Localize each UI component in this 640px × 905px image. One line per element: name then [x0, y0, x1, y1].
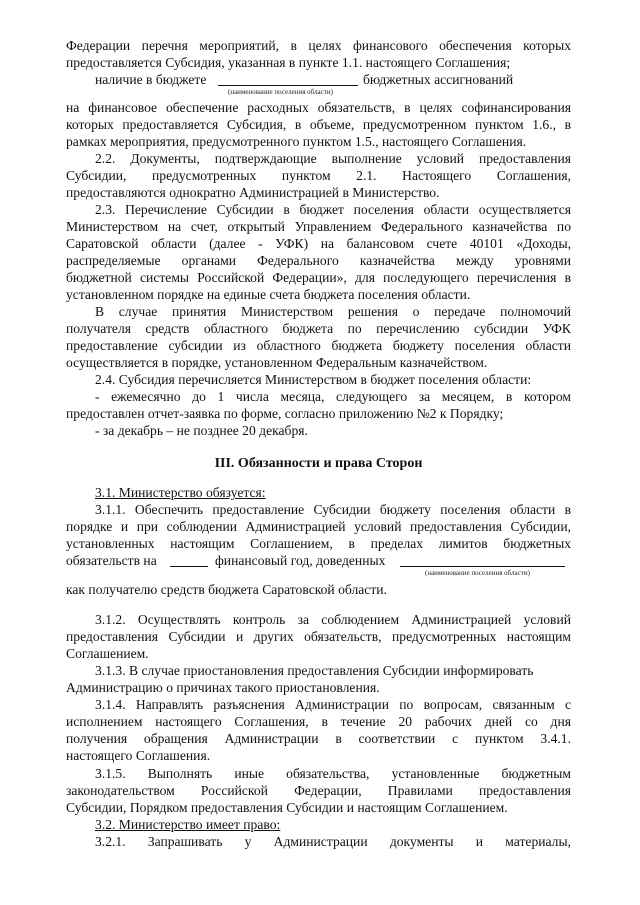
text-line: Субсидии, Порядком предоставления Субсидии и настоящим Соглашением. — [66, 800, 508, 815]
text-line: установленных настоящим Соглашением, в пределах лимитов бюджетных — [66, 536, 571, 551]
text-line: 3.2.1. Запрашивать у Администрации документы и материалы, — [95, 834, 571, 849]
text-line: предоставляется Субсидия, указанная в пункте 1.1. настоящего Соглашения; — [66, 55, 511, 70]
text-line: Субсидии, предусмотренных пунктом 2.1. Настоящего Соглашения, — [66, 168, 571, 183]
text-line: - за декабрь – не позднее 20 декабря. — [95, 423, 308, 438]
text-line: на финансовое обеспечение расходных обязательств, в целях софинансирования — [66, 100, 571, 115]
section-heading: III. Обязанности и права Сторон — [214, 456, 423, 471]
text-line: предоставление субсидии из областного бюджета бюджету поселения области — [66, 338, 571, 353]
text-line: порядке и при соблюдении Администрацией условий предоставления Субсидии, — [66, 519, 571, 534]
text-line: 3.1.3. В случае приостановления предоставления Субсидии информировать — [95, 663, 534, 678]
field-caption: (наименование поселения области) — [425, 569, 530, 577]
text-line: предоставляются однократно Администрацией в Министерство. — [66, 185, 440, 200]
text-line: Соглашением. — [66, 646, 149, 661]
text-line: установленном порядке на единые счета бюджета поселения области. — [66, 287, 471, 302]
text-line: законодательством Российской Федерации, Правилами предоставления — [66, 783, 571, 798]
text-line: получателя средств областного бюджета по перечислению субсидии УФК — [66, 321, 571, 336]
subsection-heading: 3.2. Министерство имеет право: — [95, 817, 281, 832]
text-line: рамках мероприятия, предусмотренного пунктом 1.5., настоящего Соглашения. — [66, 134, 527, 149]
blank-line — [170, 554, 208, 572]
text-line: распределяемые органами Федерального казначейства между уровнями — [66, 253, 571, 268]
text-line: исполнением настоящего Соглашения, в течение 20 рабочих дней со дня — [66, 714, 571, 729]
text-line: - ежемесячно до 1 числа месяца, следующего за месяцем, в котором — [95, 389, 571, 404]
text-line: 3.1.4. Направлять разъяснения Администрации по вопросам, связанным с — [95, 697, 571, 712]
text-line: 3.1.2. Осуществлять контроль за соблюдением Администрацией условий — [95, 612, 571, 627]
text-line: настоящего Соглашения. — [66, 748, 211, 763]
text-line: 3.1.5. Выполнять иные обязательства, установленные бюджетным — [95, 766, 571, 781]
text-line: наличие в бюджете — [95, 72, 207, 87]
text-line: бюджетной системы Российской Федерации», для последующего перечисления в — [66, 270, 571, 285]
text-line: Министерством на счет, открытый Управлением Федерального казначейства по — [66, 219, 571, 234]
text-line: В случае принятия Министерством решения о передаче полномочий — [95, 304, 571, 319]
text-line: Администрацию о причинах такого приостановления. — [66, 680, 380, 695]
text-line: осуществляется в порядке, установленном Федеральным казначейством. — [66, 355, 488, 370]
text-line: предоставлен отчет-заявка по форме, согласно приложению №2 к Порядку; — [66, 406, 504, 421]
text-line: Саратовской области (далее - УФК) на балансовом счете 40101 «Доходы, — [66, 236, 571, 251]
subsection-heading: 3.1. Министерство обязуется: — [95, 485, 266, 500]
text-line: получения обращения Администрации в соответствии с пунктом 3.4.1. — [66, 731, 571, 746]
text-line: обязательств на — [66, 553, 157, 568]
text-line: которых предоставляется Субсидия, в объеме, предусмотренном пунктом 1.6., в — [66, 117, 571, 132]
text-line: предоставления Субсидии и других обязательств, предусмотренных настоящим — [66, 629, 571, 644]
text-line: финансовый год, доведенных — [215, 553, 386, 568]
text-line: 2.4. Субсидия перечисляется Министерством в бюджет поселения области: — [95, 372, 532, 387]
text-line: 2.3. Перечисление Субсидии в бюджет поселения области осуществляется — [95, 202, 571, 217]
text-line: Федерации перечня мероприятий, в целях финансового обеспечения которых — [66, 38, 571, 53]
text-line: бюджетных ассигнований — [363, 72, 514, 87]
text-line: как получателю средств бюджета Саратовской области. — [66, 582, 387, 597]
field-caption: (наименование поселения области) — [228, 88, 333, 96]
text-line: 3.1.1. Обеспечить предоставление Субсидии бюджету поселения области в — [95, 502, 571, 517]
text-line: 2.2. Документы, подтверждающие выполнение условий предоставления — [95, 151, 571, 166]
